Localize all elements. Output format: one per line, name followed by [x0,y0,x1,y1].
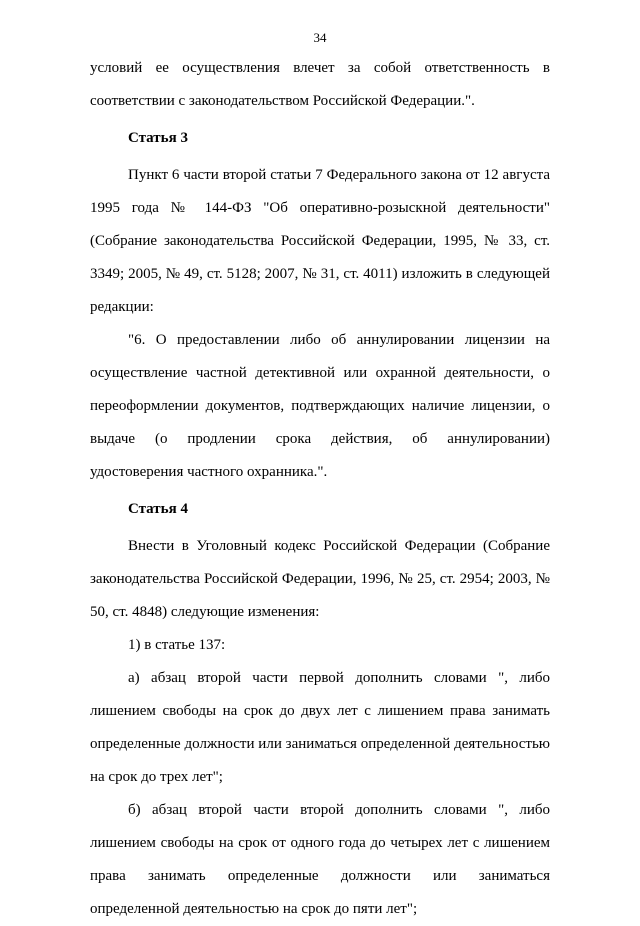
article-heading-4: Статья 4 [128,501,188,517]
paragraph-item-1: 1) в статье 137: [128,637,226,653]
article-heading-3: Статья 3 [128,130,188,146]
paragraph-article3-text: Пункт 6 части второй статьи 7 Федерального закона от 12 августа 1995 года № 144-ФЗ "Об оперативно-розыскной деятельности" (Собрание законодательства Российской Федерации, 1995, № 33, ст. 3349; 2005, № 49, ст. 5128; 2007, № 31, ст. 4011) изложить в следующей редакции: [90,167,550,315]
paragraph-article4-text: Внести в Уголовный кодекс Российской Федерации (Собрание законодательства Российской Федерации, 1996, № 25, ст. 2954; 2003, № 50, ст. 4848) следующие изменения: [90,538,550,620]
paragraph-continuation: условий ее осуществления влечет за собой ответственность в соответствии с законодательством Российской Федерации.". [90,60,550,109]
document-body [90,52,550,926]
paragraph-item-a: а) абзац второй части первой дополнить словами ", либо лишением свободы на срок до двух лет с лишением права занимать определенные должности или заниматься определенной деятельностью на срок до трех лет"; [90,670,550,785]
paragraph-item-b: б) абзац второй части второй дополнить словами ", либо лишением свободы на срок от одного года до четырех лет с лишением права занимать определенные должности или заниматься определенной деятельностью на срок до пяти лет"; [90,802,550,917]
paragraph-article3-quote: "6. О предоставлении либо об аннулировании лицензии на осуществление частной детективной или охранной деятельности, о переоформлении документов, подтверждающих наличие лицензии, о выдаче (о продлении срока действия, об аннулировании) удостоверения частного охранника.". [90,332,550,480]
page-number: 34 [313,30,327,45]
